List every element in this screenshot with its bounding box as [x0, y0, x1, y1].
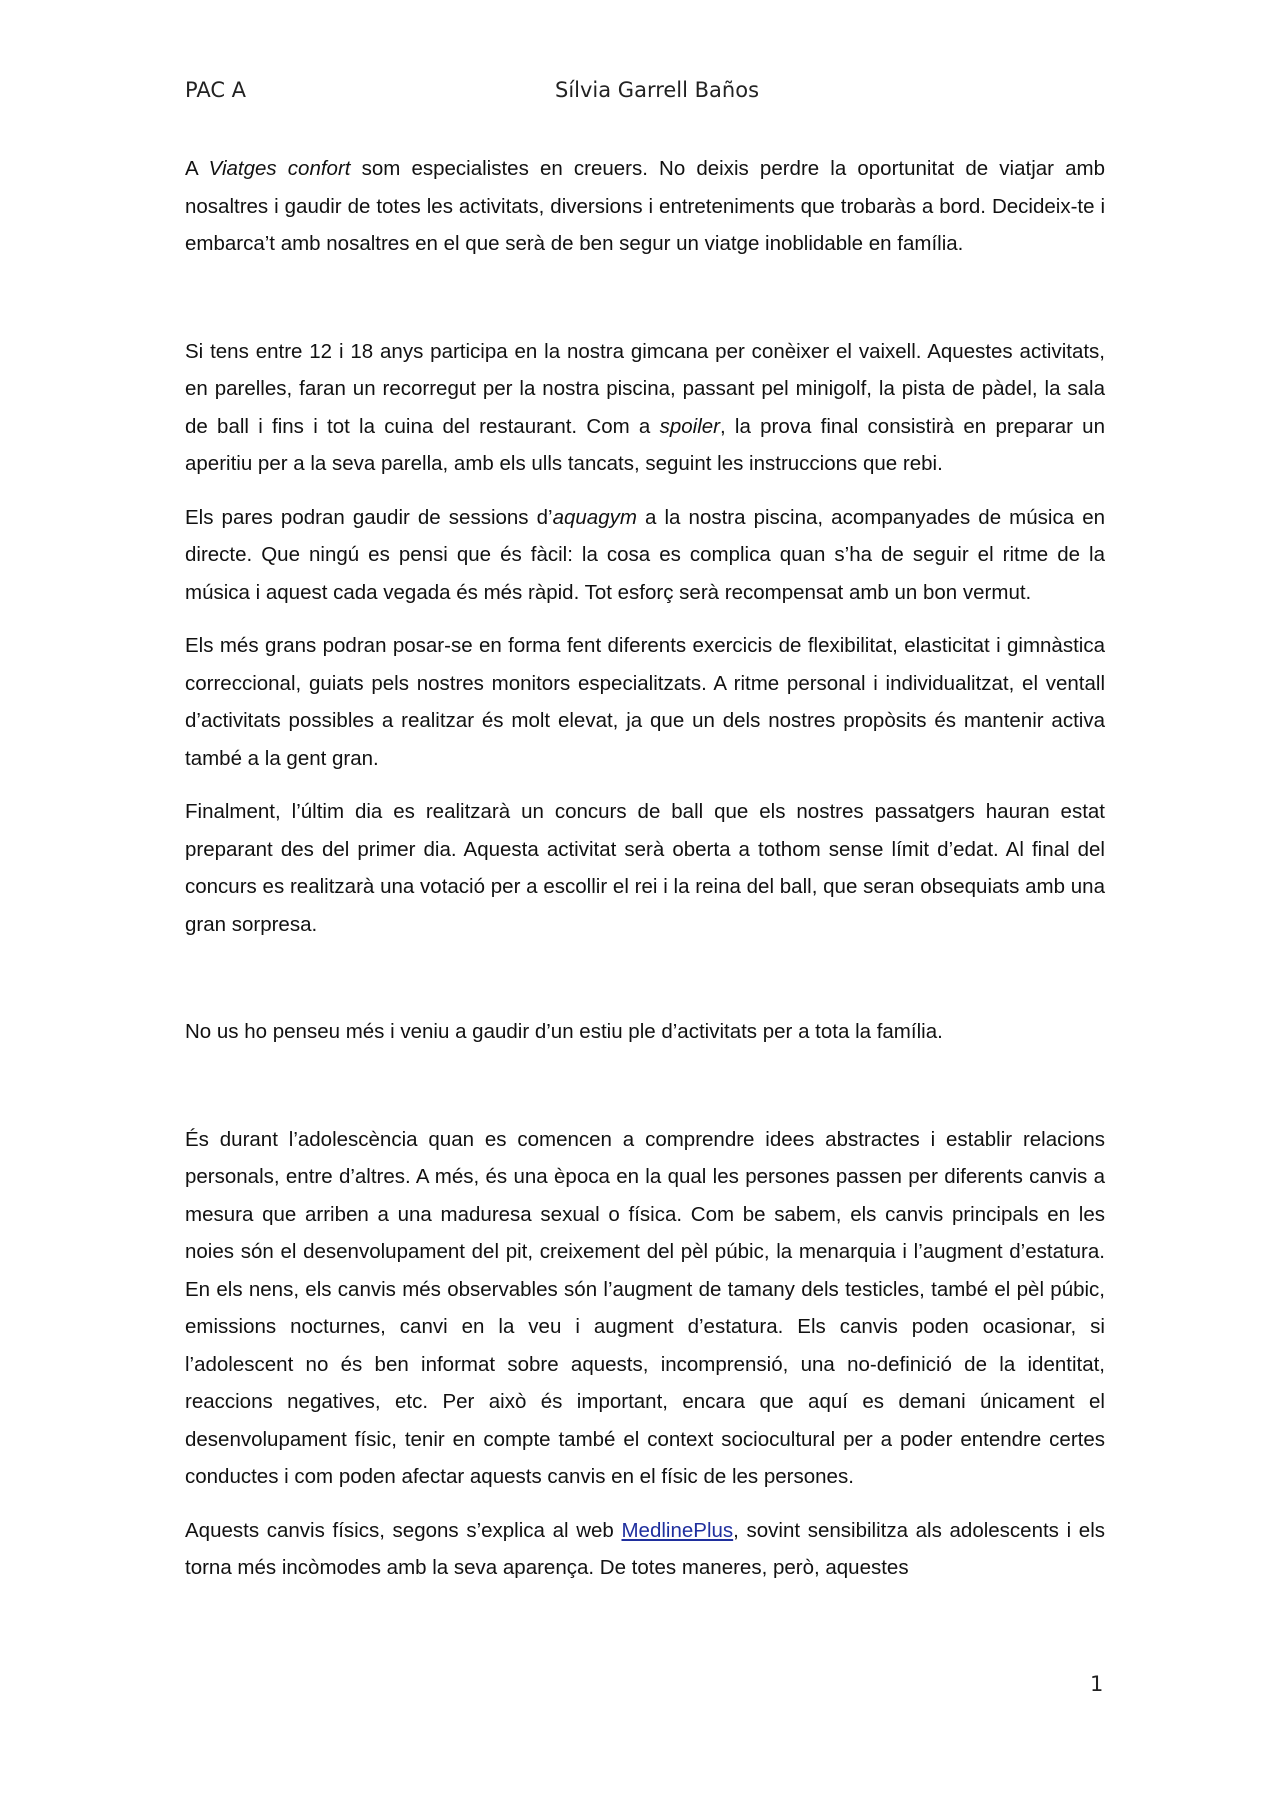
- paragraph-closing: No us ho penseu més i veniu a gaudir d’un estiu ple d’activitats per a tota la família.: [185, 1020, 943, 1043]
- italic-company-name: Viatges confort: [208, 157, 351, 180]
- paragraph-teens: [185, 333, 1105, 483]
- paragraph-elderly: Els més grans podran posar-se en forma fent diferents exercicis de flexibilitat, elasticitat i gimnàstica correccional, guiats pels nostres monitors especialitzats. A ritme personal i individualitzat, el ventall d’activitats possibles a realitzar és molt elevat, ja que un dels nostres propòsits és mantenir activa també a la gent gran.: [185, 634, 1105, 770]
- text-run: , la prova final consistirà en preparar un aperitiu per a la seva parella, amb els ulls tancats, seguint les instruccions que rebi.: [185, 414, 1105, 475]
- paragraph-adolescence: És durant l’adolescència quan es comencen a comprendre idees abstractes i establir relacions personals, entre d’altres. A més, és una època en la qual les persones passen per diferents canvis a mesura que arriben a una maduresa sexual o física. Com be sabem, els canvis principals en les noies són el desenvolupament del pit, creixement del pèl púbic, la menarquia i l’augment d’estatura. En els nens, els canvis més observables són l’augment de tamany dels testicles, també el pèl púbic, emissions nocturnes, canvi en la veu i augment d’estatura. Els canvis poden ocasionar, si l’adolescent no és ben informat sobre aquests, incomprensió, una no-definició de la identitat, reaccions negatives, etc. Per això és important, encara que aquí es demani únicament el desenvolupament físic, tenir en compte també el context sociocultural per a poder entendre certes conductes i com poden afectar aquests canvis en el físic de les persones.: [185, 1127, 1105, 1488]
- text-run: , sovint sensibilitza als adolescents i els torna més incòmodes amb la seva aparença. De totes maneres, però, aquestes: [185, 1518, 1106, 1579]
- document-body: [185, 150, 1105, 1603]
- text-run: Si tens entre 12 i 18 anys participa en la nostra gimcana per conèixer el vaixell. Aquestes activitats, en parelles, faran un recorregut per la nostra piscina, passant pel minigolf, la pista de pàdel, la sala de ball i fins i tot la cuina del restaurant. Com a: [185, 339, 1105, 438]
- italic-term: aquagym: [552, 505, 637, 529]
- header-course-code: PAC A: [185, 78, 247, 102]
- text-run: a la nostra piscina, acompanyades de música en directe. Que ningú es pensi que és fàcil: la cosa es complica quan s’ha de seguir el ritme de la música i aquest cada vegada és més ràpid. Tot esforç serà recompensat amb un bon vermut.: [185, 505, 1106, 604]
- paragraph-parents: [185, 499, 1105, 612]
- page-number: 1: [1090, 1672, 1104, 1696]
- text-run: A: [185, 157, 209, 180]
- text-run: Els pares podran gaudir de sessions d’: [185, 505, 553, 529]
- text-run: som especialistes en creuers. No deixis perdre la oportunitat de viatjar amb nosaltres i gaudir de totes les activitats, diversions i entreteniments que trobaràs a bord. Decideix-te i embarca’t amb nosaltres en el que serà de ben segur un viatge inoblidable en família.: [185, 157, 1105, 255]
- paragraph-dance-contest: Finalment, l’últim dia es realitzarà un concurs de ball que els nostres passatgers hauran estat preparant des del primer dia. Aquesta activitat serà oberta a tothom sense límit d’edat. Al final del concurs es realitzarà una votació per a escollir el rei i la reina del ball, que seran obsequiats amb una gran sorpresa.: [185, 800, 1105, 936]
- paragraph-intro: [185, 150, 1105, 263]
- text-run: Aquests canvis físics, segons s’explica al web: [185, 1518, 622, 1542]
- header-author-name: Sílvia Garrell Baños: [555, 78, 760, 102]
- italic-term: spoiler: [659, 414, 720, 438]
- medlineplus-link[interactable]: MedlinePlus: [621, 1518, 734, 1542]
- paragraph-physical-changes: [185, 1512, 1105, 1587]
- page-header: [185, 78, 1105, 108]
